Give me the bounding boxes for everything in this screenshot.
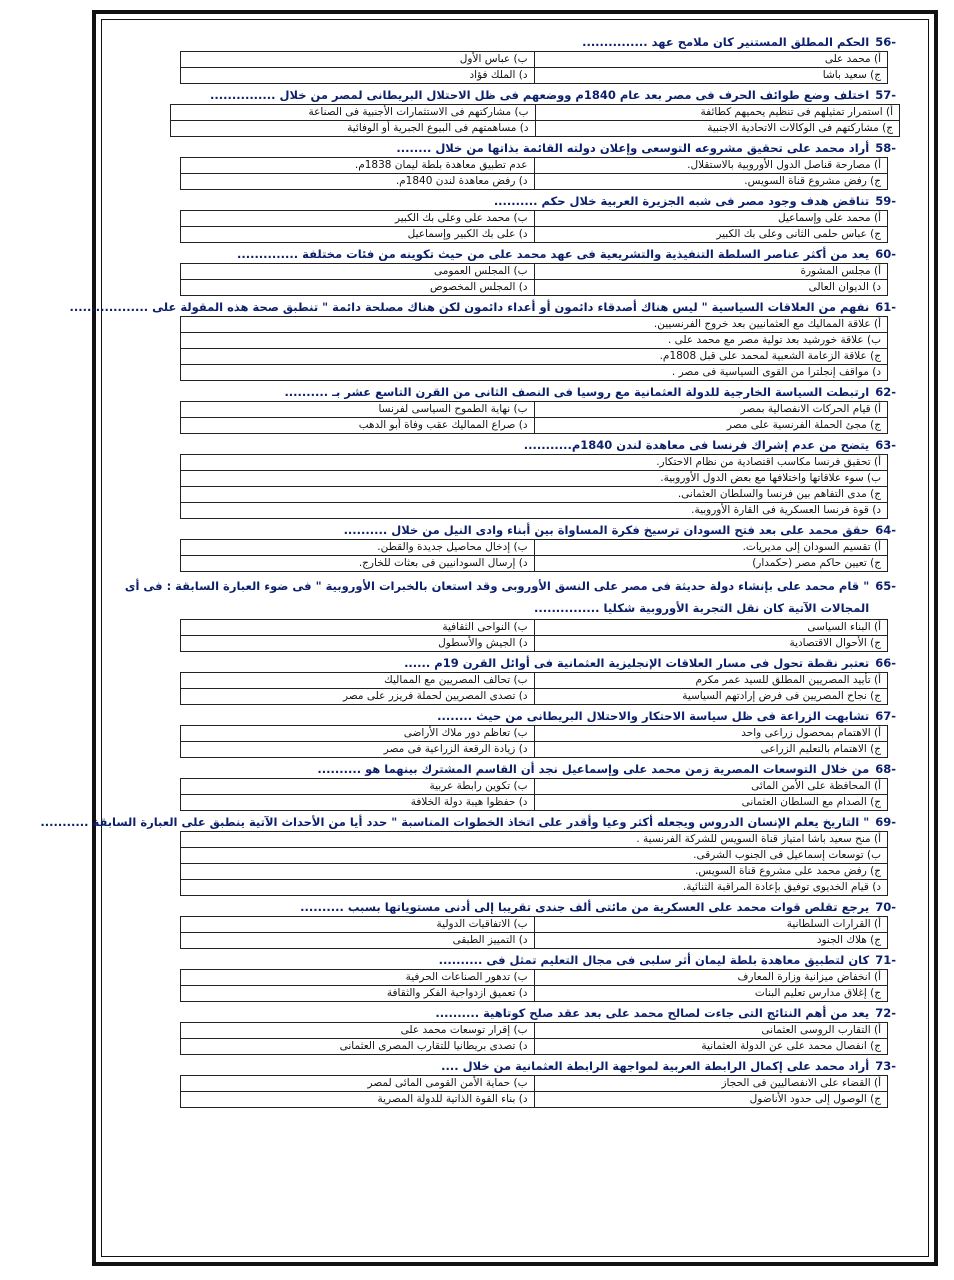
answer-option[interactable]: ج) رفض محمد على مشروع قناة السويس. [181, 864, 888, 880]
question-number: -61 [875, 300, 896, 314]
question-stem [118, 87, 896, 104]
answer-option[interactable]: أ) تقسيم السودان إلى مديريات. [534, 540, 888, 556]
question-block [69, 299, 896, 381]
answer-option[interactable]: ب) المجلس العمومى [181, 264, 535, 280]
question-block [118, 246, 896, 296]
answer-option[interactable]: ج) رفض مشروع قناة السويس. [534, 174, 888, 190]
answer-option[interactable]: أ) البناء السياسى [534, 620, 888, 636]
options-table [180, 778, 888, 811]
question-text: تناقض هدف وجود مصر فى شبه الجزيرة العربية خلال حكم .......... [493, 194, 870, 208]
options-table [180, 1075, 888, 1108]
answer-option[interactable]: د) بناء القوة الذاتية للدولة المصرية [181, 1092, 535, 1108]
question-block [118, 193, 896, 243]
question-block [118, 522, 896, 572]
question-number: -67 [875, 709, 896, 723]
question-stem [118, 193, 896, 210]
question-text: اختلف وضع طوائف الحرف فى مصر بعد عام 1840م ووضعهم فى ظل الاحتلال البريطانى لمصر من خلال ............... [210, 88, 870, 102]
answer-option[interactable]: د) رفض معاهدة لندن 1840م. [181, 174, 535, 190]
options-table [180, 619, 888, 652]
question-number: -65 [875, 579, 896, 593]
answer-option[interactable]: د) التمييز الطبقى [181, 933, 535, 949]
question-stem [118, 761, 896, 778]
answer-option[interactable]: أ) انخفاض ميزانية وزارة المعارف [534, 970, 888, 986]
answer-option[interactable]: ب) مشاركتهم فى الاستثمارات الأجنبية فى الصناعة [171, 105, 536, 121]
question-block [118, 575, 896, 652]
question-stem [69, 299, 896, 316]
question-text: حقق محمد على بعد فتح السودان ترسيخ فكرة المساواة بين أبناء وادى النيل من خلال .......... [343, 523, 870, 537]
options-table [180, 210, 888, 243]
question-number: -58 [875, 141, 896, 155]
answer-option[interactable]: د) قوة فرنسا العسكرية فى القارة الأوروبية. [181, 503, 888, 519]
question-text: يتضح من عدم إشراك فرنسا فى معاهدة لندن 1840م........... [523, 438, 870, 452]
options-table [180, 454, 888, 519]
options-table [180, 539, 888, 572]
question-block [118, 437, 896, 519]
question-stem [118, 1058, 896, 1075]
question-text: يرجع تقلص قوات محمد على العسكرية من مائتى ألف جندى تقريبا إلى أدنى مستوياتها بسبب .......... [300, 900, 870, 914]
question-number: -62 [875, 385, 896, 399]
answer-option[interactable]: ب) تكوين رابطة عربية [181, 779, 535, 795]
answer-option[interactable]: ب) علاقة خورشيد بعد تولية مصر مع محمد على . [181, 333, 888, 349]
answer-option[interactable]: د) الديوان العالى [534, 280, 888, 296]
options-table [180, 157, 888, 190]
question-text: تعتبر نقطة تحول فى مسار العلاقات الإنجليزية العثمانية فى أوائل القرن 19م ...... [404, 656, 870, 670]
answer-option[interactable]: أ) استمرار تمثيلهم فى تنظيم يحميهم كطائفة [535, 105, 900, 121]
question-number: -73 [875, 1059, 896, 1073]
question-stem [118, 952, 896, 969]
question-block [118, 952, 896, 1002]
answer-option[interactable]: ب) إقرار توسعات محمد على [181, 1023, 535, 1039]
answer-option[interactable]: ج) انفصال محمد على عن الدولة العثمانية [534, 1039, 888, 1055]
answer-option[interactable]: أ) محمد على [534, 52, 888, 68]
answer-option[interactable]: ب) عباس الأول [181, 52, 535, 68]
answer-option[interactable]: ج) هلاك الجنود [534, 933, 888, 949]
options-table [180, 831, 888, 896]
questions-container [40, 34, 896, 1111]
answer-option[interactable]: ب) تعاظم دور ملاك الأراضى [181, 726, 535, 742]
answer-option[interactable]: ج) عباس حلمى الثانى وعلى بك الكبير [534, 227, 888, 243]
question-stem [118, 437, 896, 454]
answer-option[interactable]: ب) نهاية الطموح السياسى لفرنسا [181, 402, 535, 418]
question-block [118, 1058, 896, 1108]
question-text: أراد محمد على إكمال الرابطة العربية لمواجهة الرابطة العثمانية من خلال .... [441, 1059, 870, 1073]
question-stem [118, 575, 896, 619]
answer-option[interactable]: د) تعميق ازدواجية الفكر والثقافة [181, 986, 535, 1002]
question-stem [118, 655, 896, 672]
question-block [118, 655, 896, 705]
answer-option[interactable]: أ) مجلس المشورة [534, 264, 888, 280]
question-stem [118, 384, 896, 401]
answer-option[interactable]: د) الجيش والأسطول [181, 636, 535, 652]
answer-option[interactable]: ج) علاقة الزعامة الشعبية لمحمد على قبل 1808م. [181, 349, 888, 365]
answer-option[interactable]: د) حفظوا هيبة دولة الخلافة [181, 795, 535, 811]
answer-option[interactable]: ب) سوء علاقاتها واختلافها مع بعض الدول الأوروبية. [181, 471, 888, 487]
answer-option[interactable]: ب) محمد على وعلى بك الكبير [181, 211, 535, 227]
answer-option[interactable]: ب) حماية الأمن القومى المائى لمصر [181, 1076, 535, 1092]
answer-option[interactable]: د) قيام الخديوى توفيق بإعادة المراقبة الثنائية. [181, 880, 888, 896]
question-text: من خلال التوسعات المصرية زمن محمد على وإسماعيل نجد أن القاسم المشترك بينهما هو .......... [317, 762, 870, 776]
answer-option[interactable]: ج) مجئ الحملة الفرنسية على مصر [534, 418, 888, 434]
answer-option[interactable]: د) تصدى بريطانيا للتقارب المصرى العثمانى [181, 1039, 535, 1055]
answer-option[interactable]: أ) تأييد المصريين المطلق للسيد عمر مكرم [534, 673, 888, 689]
answer-option[interactable]: أ) الاهتمام بمحصول زراعى واحد [534, 726, 888, 742]
options-table [180, 672, 888, 705]
answer-option[interactable]: د) مساهمتهم فى البيوع الجبرية أو الوفائية [171, 121, 536, 137]
answer-option[interactable]: أ) المحافظة على الأمن المائى [534, 779, 888, 795]
question-number: -66 [875, 656, 896, 670]
options-table [180, 725, 888, 758]
question-number: -56 [875, 35, 896, 49]
question-number: -72 [875, 1006, 896, 1020]
answer-option[interactable]: ج) الاهتمام بالتعليم الزراعى [534, 742, 888, 758]
answer-option[interactable]: ب) تحالف المصريين مع المماليك [181, 673, 535, 689]
options-table [180, 916, 888, 949]
question-text: " قام محمد على بإنشاء دولة حديثة فى مصر على النسق الأوروبى وقد استعان بالخبرات الأوروبية " فى ضوء العبارة السابقة : فى أى المجالات الآتية كان نقل التجربة الأوروبية شكليا ............... [124, 579, 870, 615]
question-block [118, 708, 896, 758]
question-number: -59 [875, 194, 896, 208]
answer-option[interactable]: د) الملك فؤاد [181, 68, 535, 84]
answer-option[interactable]: د) على بك الكبير وإسماعيل [181, 227, 535, 243]
question-number: -64 [875, 523, 896, 537]
answer-option[interactable]: د) المجلس المخصوص [181, 280, 535, 296]
question-block [40, 814, 896, 896]
answer-option[interactable]: ج) مدى التفاهم بين فرنسا والسلطان العثمانى. [181, 487, 888, 503]
answer-option[interactable]: ج) الوصول إلى حدود الأناضول [534, 1092, 888, 1108]
question-block [118, 1005, 896, 1055]
answer-option[interactable]: ب) إدخال محاصيل جديدة والقطن. [181, 540, 535, 556]
answer-option[interactable]: ج) مشاركتهم فى الوكالات الاتحادية الاجنبية [535, 121, 900, 137]
question-text: نفهم من العلاقات السياسية " ليس هناك أصدقاء دائمون أو أعداء دائمون لكن هناك مصلحة دائمة " تنطبق صحة هذه المقولة على .................. [69, 300, 870, 314]
answer-option[interactable]: د) مواقف إنجلترا من القوى السياسية فى مصر . [181, 365, 888, 381]
question-block [118, 34, 896, 84]
options-table [180, 401, 888, 434]
answer-option[interactable]: أ) القرارات السلطانية [534, 917, 888, 933]
question-text: يعد من أهم النتائج التى جاءت لصالح محمد على بعد عقد صلح كوتاهية .......... [435, 1006, 870, 1020]
question-text: كان لتطبيق معاهدة بلطة ليمان أثر سلبى فى مجال التعليم تمثل فى .......... [438, 953, 870, 967]
answer-option[interactable]: د) تصدى المصريين لحملة فريزر على مصر [181, 689, 535, 705]
answer-option[interactable]: ج) نجاح المصريين فى فرض إرادتهم السياسية [534, 689, 888, 705]
question-block [118, 761, 896, 811]
question-block [118, 87, 896, 137]
question-number: -63 [875, 438, 896, 452]
answer-option[interactable]: ج) إغلاق مدارس تعليم البنات [534, 986, 888, 1002]
answer-option[interactable]: ج) سعيد باشا [534, 68, 888, 84]
question-text: الحكم المطلق المستنير كان ملامح عهد ............... [582, 35, 870, 49]
answer-option[interactable]: ج) الصدام مع السلطان العثمانى [534, 795, 888, 811]
answer-option[interactable]: د) صراع المماليك عقب وفاة أبو الدهب [181, 418, 535, 434]
question-stem [118, 34, 896, 51]
answer-option[interactable]: أ) القضاء على الانفصاليين فى الحجاز [534, 1076, 888, 1092]
question-text: تشابهت الزراعة فى ظل سياسة الاحتكار والاحتلال البريطانى من حيث ........ [437, 709, 870, 723]
question-number: -69 [875, 815, 896, 829]
question-stem [118, 522, 896, 539]
options-table [180, 316, 888, 381]
answer-option[interactable]: أ) محمد على وإسماعيل [534, 211, 888, 227]
options-table [180, 969, 888, 1002]
answer-option[interactable]: أ) علاقة المماليك مع العثمانيين بعد خروج الفرنسيين. [181, 317, 888, 333]
question-text: أراد محمد على تحقيق مشروعه التوسعى وإعلان دولته القائمة بذاتها من خلال ........ [396, 141, 870, 155]
question-stem [118, 140, 896, 157]
question-number: -57 [875, 88, 896, 102]
question-block [118, 899, 896, 949]
answer-option[interactable]: ب) تدهور الصناعات الحرفية [181, 970, 535, 986]
answer-option[interactable]: ج) الأحوال الاقتصادية [534, 636, 888, 652]
question-text: " التاريخ يعلم الإنسان الدروس ويجعله أكثر وعيا وأقدر على اتخاذ الخطوات المناسبة " حدد أيا من الأحداث الآتية ينطبق على العبارة السابقة ........... [40, 815, 870, 829]
answer-option[interactable]: ج) تعيين حاكم مصر (حكمدار) [534, 556, 888, 572]
answer-option[interactable]: أ) مصارحة قناصل الدول الأوروبية بالاستقلال. [534, 158, 888, 174]
answer-option[interactable]: د) زيادة الرقعة الزراعية فى مصر [181, 742, 535, 758]
options-table [180, 263, 888, 296]
options-table [170, 104, 900, 137]
question-number: -70 [875, 900, 896, 914]
answer-option[interactable]: أ) التقارب الروسى العثمانى [534, 1023, 888, 1039]
question-text: ارتبطت السياسة الخارجية للدولة العثمانية مع روسيا فى النصف الثانى من القرن التاسع عشر بـ .......... [284, 385, 870, 399]
question-number: -60 [875, 247, 896, 261]
question-stem [118, 246, 896, 263]
question-number: -71 [875, 953, 896, 967]
answer-option[interactable]: أ) منح سعيد باشا امتياز قناة السويس للشركة الفرنسية . [181, 832, 888, 848]
question-stem [118, 708, 896, 725]
question-stem [40, 814, 896, 831]
answer-option[interactable]: ب) توسعات إسماعيل فى الجنوب الشرقى. [181, 848, 888, 864]
question-block [118, 384, 896, 434]
answer-option[interactable]: ب) الاتفاقيات الدولية [181, 917, 535, 933]
question-stem [118, 1005, 896, 1022]
question-number: -68 [875, 762, 896, 776]
question-stem [118, 899, 896, 916]
question-block [118, 140, 896, 190]
options-table [180, 51, 888, 84]
answer-option[interactable]: ب) النواحى الثقافية [181, 620, 535, 636]
answer-option[interactable]: د) إرسال السودانيين فى بعثات للخارج. [181, 556, 535, 572]
answer-option[interactable]: أ) قيام الحركات الانفصالية بمصر [534, 402, 888, 418]
answer-option[interactable]: عدم تطبيق معاهدة بلطة ليمان 1838م. [181, 158, 535, 174]
options-table [180, 1022, 888, 1055]
answer-option[interactable]: أ) تحقيق فرنسا مكاسب اقتصادية من نظام الاحتكار. [181, 455, 888, 471]
question-text: يعد من أكثر عناصر السلطة التنفيذية والتشريعية فى عهد محمد على من حيث تكوينه من فئات مختلفة .............. [236, 247, 870, 261]
